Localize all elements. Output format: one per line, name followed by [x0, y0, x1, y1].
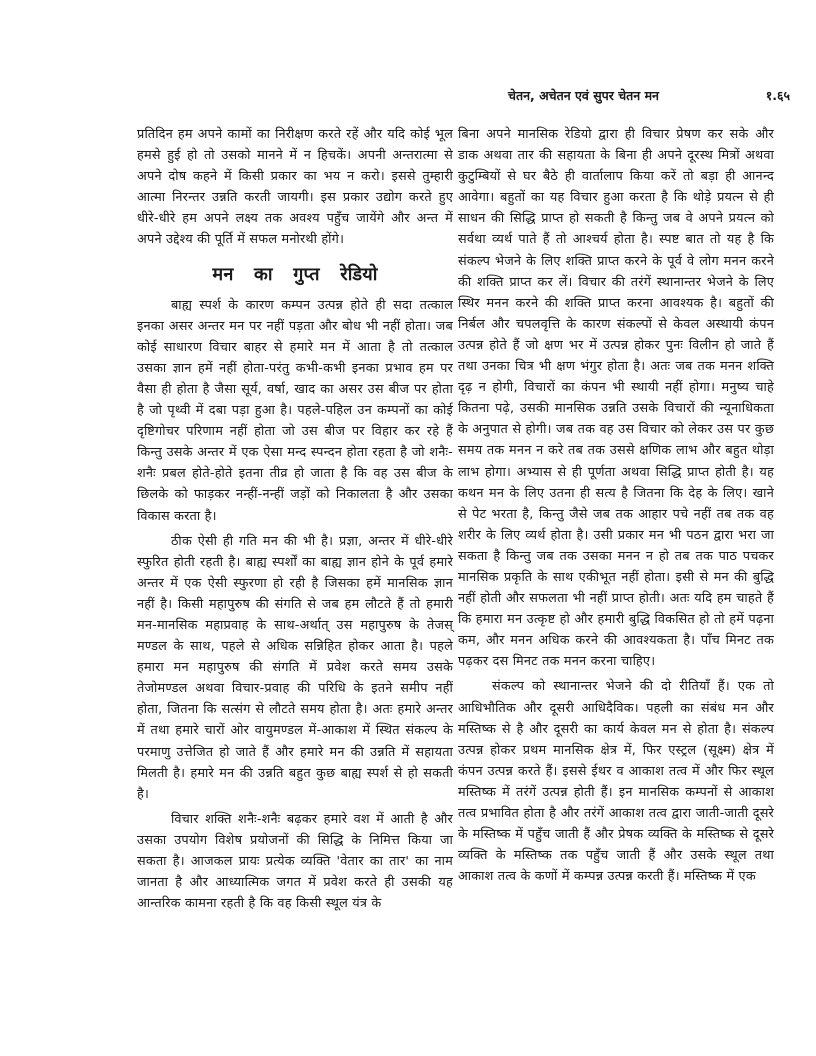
paragraph: ठीक ऐसी ही गति मन की भी है। प्रज्ञा, अन्तर में धीरे-धीरे स्फुरित होती रहती है। बाह्य स्पर्शों का बाह्य ज्ञान होने के पूर्व हमारे अन्तर में एक ऐसी स्फुरणा हो रही है जिसका हमें मानसिक ज्ञान नहीं है। किसी महापुरुष की संगति से जब हम लौटते हैं तो हमारी मन-मानसिक महाप्रवाह के साथ-अर्थात् उस महापुरुष के तेजस् मण्डल के साथ, पहले से अधिक सन्निहित होकर आता है। पहले हमारा मन महापुरुष की संगति में प्रवेश करते समय उसके तेजोमण्डल अथवा विचार-प्रवाह की परिधि के इतने समीप नहीं होता, जितना कि सत्संग से लौटते समय होता है। अतः हमारे अन्तर में तथा हमारे चारों ओर वायुमण्डल में-आकाश में स्थित संकल्प के परमाणु उत्तेजित हो जाते हैं और हमारे मन की उन्नति में सहायता मिलती है। हमारे मन की उन्नति बहुत कुछ बाह्य स्पर्श से हो सकती है।: [137, 533, 453, 802]
left-column: [137, 124, 453, 914]
paragraph: संकल्प को स्थानान्तर भेजने की दो रीतियाँ हैं। एक तो आधिभौतिक और दूसरी आधिदैविक। पहली का संबंध मन और मस्तिष्क से है और दूसरी का कार्य केवल मन से होता है। संकल्प उत्पन्न होकर प्रथम मानसिक क्षेत्र में, फिर एस्ट्रल (सूक्ष्म) क्षेत्र में कंपन उत्पन्न करते हैं। इससे ईथर व आकाश तत्व में और फिर स्थूल मस्तिष्क में तरंगें उत्पन्न होती हैं। इन मानसिक कम्पनों से आकाश तत्व प्रभावित होता है और तरंगें आकाश तत्व द्वारा जाती-जाती दूसरे के मस्तिष्क में पहुँच जाती हैं और प्रेषक व्यक्ति के मस्तिष्क से दूसरे व्यक्ति के मस्तिष्क तक पहुँच जाती हैं और उसके स्थूल तथा आकाश तत्व के कणों में कम्पन्न उत्पन्न करती हैं। मस्तिष्क में एक: [458, 679, 774, 885]
page-number: १.६५: [765, 88, 790, 103]
running-header: [508, 87, 790, 104]
running-title: चेतन, अचेतन एवं सुपर चेतन मन: [508, 88, 659, 103]
paragraph: विचार शक्ति शनैः-शनैः बढ़कर हमारे वश में आती है और उसका उपयोग विशेष प्रयोजनों की सिद्धि के निमित्त किया जा सकता है। आजकल प्रायः प्रत्येक व्यक्ति 'वेतार का तार' का नाम जानता है और आध्यात्मिक जगत में प्रवेश करते ही उसकी यह आन्तरिक कामना रहती है कि वह किसी स्थूल यंत्र के: [137, 811, 453, 912]
paragraph: बाह्य स्पर्श के कारण कम्पन उत्पन्न होते ही सदा तत्काल इनका असर अन्तर मन पर नहीं पड़ता और बोध भी नहीं होता। जब कोई साधारण विचार बाहर से हमारे मन में आता है तो तत्काल उसका ज्ञान हमें नहीं होता-परंतु कभी-कभी इनका प्रभाव हम पर वैसा ही होता है जैसा सूर्य, वर्षा, खाद का असर उस बीज पर होता है जो पृथ्वी में दबा पड़ा हुआ है। पहले-पहिल उन कम्पनों का कोई दृष्टिगोचर परिणाम नहीं होता जो उस बीज पर विहार कर रहे हैं किन्तु उसके अन्तर में एक ऐसा मन्द स्पन्दन होता रहता है जो शनैः-शनैः प्रबल होते-होते इतना तीव्र हो जाता है कि वह उस बीज के छिलके को फाड़कर नन्हीं-नन्हीं जड़ों को निकालता है और उसका विकास करता है।: [137, 297, 453, 524]
paragraph: प्रतिदिन हम अपने कामों का निरीक्षण करते रहें और यदि कोई भूल हमसे हुई हो तो उसको मानने में न हिचकें। अपनी अन्तरात्मा से अपने दोष कहने में किसी प्रकार का भय न करो। इससे तुम्हारी आत्मा निरन्तर उन्नति करती जायगी। इस प्रकार उद्योग करते हुए धीरे-धीरे हम अपने लक्ष्य तक अवश्य पहुँच जायेंगे और अन्त में अपने उद्देश्य की पूर्ति में सफल मनोरथी होंगे।: [137, 127, 453, 248]
section-heading: मन का गुप्त रेडियो: [212, 263, 378, 285]
right-column: [458, 124, 774, 887]
paragraph: बिना अपने मानसिक रेडियो द्वारा ही विचार प्रेषण कर सके और डाक अथवा तार की सहायता के बिना ही अपने दूरस्थ मित्रों अथवा कुटुम्बियों से घर बैठे ही वार्तालाप किया करें तो बड़ा ही आनन्द आवेगा। बहुतों का यह विचार हुआ करता है कि थोड़े प्रयत्न से ही साधन की सिद्धि प्राप्त हो सकती है किन्तु जब वे अपने प्रयत्न को सर्वथा व्यर्थ पाते हैं तो आश्चर्य होता है। स्पष्ट बात तो यह है कि संकल्प भेजने के लिए शक्ति प्राप्त करने के पूर्व वे लोग मनन करने की शक्ति प्राप्त कर लें। विचार की तरंगें स्थानान्तर भेजने के लिए स्थिर मनन करने की शक्ति प्राप्त करना आवश्यक है। बहुतों की निर्बल और चपलवृत्ति के कारण संकल्पों से केवल अस्थायी कंपन उत्पन्न होते हैं जो क्षण भर में उत्पन्न होकर पुनः विलीन हो जाते हैं तथा उनका चित्र भी क्षण भंगुर होता है। अतः जब तक मनन शक्ति दृढ़ न होगी, विचारों का कंपन भी स्थायी नहीं होगा। मनुष्य चाहे कितना पढ़े, उसकी मानसिक उन्नति उसके विचारों की न्यूनाधिकता के अनुपात से होगी। जब तक वह उस विचार को लेकर उस पर कुछ समय तक मनन न करे तब तक उससे क्षणिक लाभ और बहुत थोड़ा लाभ होगा। अभ्यास से ही पूर्णता अथवा सिद्धि प्राप्त होती है। यह कथन मन के लिए उतना ही सत्य है जितना कि देह के लिए। खाने से पेट भरता है, किन्तु जैसे जब तक आहार पचे नहीं तब तक वह शरीर के लिए व्यर्थ होता है। उसी प्रकार मन भी पठन द्वारा भरा जा सकता है किन्तु जब तक उसका मनन न हो तब तक पाठ पचकर मानसिक प्रकृति के साथ एकीभूत नहीं होता। इसी से मन की बुद्धि नहीं होती और सफलता भी नहीं प्राप्त होती। अतः यदि हम चाहते हैं कि हमारा मन उत्कृष्ट हो और हमारी बुद्धि विकसित हो तो हमें पढ़ना कम, और मनन अधिक करने की आवश्यकता है। पाँच मिनट तक पढ़कर दस मिनट तक मनन करना चाहिए।: [458, 127, 774, 670]
